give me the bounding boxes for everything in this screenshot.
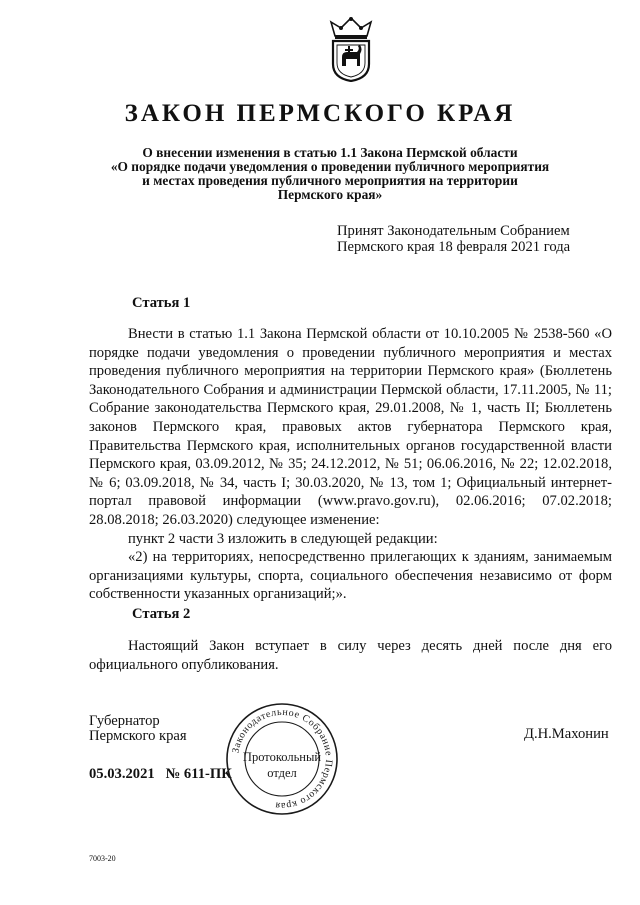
stamp-center-line: Протокольный	[242, 750, 322, 764]
governor-line: Губернатор	[89, 713, 160, 729]
article-2-body	[89, 637, 612, 674]
article-1-body	[89, 325, 612, 604]
signer-name: Д.Н.Махонин	[524, 726, 609, 742]
adoption-line: Принят Законодательным Собранием	[337, 223, 570, 239]
law-title: ЗАКОН ПЕРМСКОГО КРАЯ	[124, 100, 516, 127]
adoption-note	[337, 223, 570, 255]
adoption-line: Пермского края 18 февраля 2021 года	[337, 239, 571, 255]
official-stamp	[224, 701, 340, 817]
article-1-paragraph: пункт 2 части 3 изложить в следующей редакции:	[128, 530, 438, 547]
law-subtitle	[60, 146, 600, 202]
stamp-ring-text: Законодательное Собрание Пермского края	[230, 706, 335, 812]
subtitle-line: и местах проведения публичного мероприятия на территории	[142, 173, 518, 188]
stamp-center-line: отдел	[267, 766, 297, 780]
subtitle-line: «О порядке подачи уведомления о проведении публичного мероприятия	[110, 159, 550, 174]
subtitle-line: Пермского края»	[277, 187, 383, 202]
article-1-paragraph: Внести в статью 1.1 Закона Пермской области от 10.10.2005 № 2538-560 «О порядке подачи уведомления о проведении публичного мероприятия и местах проведения публичного мероприятия на территории Пермского края» (Бюллетень Законодательного Собрания и администрации Пермской области, 17.11.2005, № 11; Собрание законодательства Пермского края, 29.01.2008, № 1, часть II; Бюллетень законов Пермского края, правовых актов губернатора Пермского края, Правительства Пермского края, исполнительных органов государственной власти Пермского края, 03.09.2012, № 35; 24.12.2012, № 51; 06.06.2016, № 22; 12.02.2018, № 6; 03.09.2018, № 34, часть I; 30.03.2020, № 13, том 1; Официальный интернет-портал правовой информации (www.pravo.gov.ru), 02.06.2016; 07.02.2018; 28.08.2018; 26.03.2020) следующее изменение:	[89, 326, 612, 528]
subtitle-line: О внесении изменения в статью 1.1 Закона Пермской области	[142, 145, 518, 160]
article-1-paragraph: «2) на территориях, непосредственно прилегающих к зданиям, занимаемым организациями культуры, спорта, социального обеспечения независимо от форм собственности указанных организаций;».	[89, 549, 612, 603]
document-code: 7003-20	[89, 854, 116, 863]
perm-coat-of-arms-icon	[327, 16, 375, 82]
article-1-heading: Статья 1	[132, 295, 191, 311]
article-2-heading: Статья 2	[132, 606, 191, 622]
article-2-paragraph: Настоящий Закон вступает в силу через десять дней после дня его официального опубликования.	[89, 638, 612, 673]
law-date-number: 05.03.2021 № 611-ПК	[89, 766, 232, 782]
governor-line: Пермского края	[89, 728, 187, 744]
governor-title	[89, 714, 187, 744]
